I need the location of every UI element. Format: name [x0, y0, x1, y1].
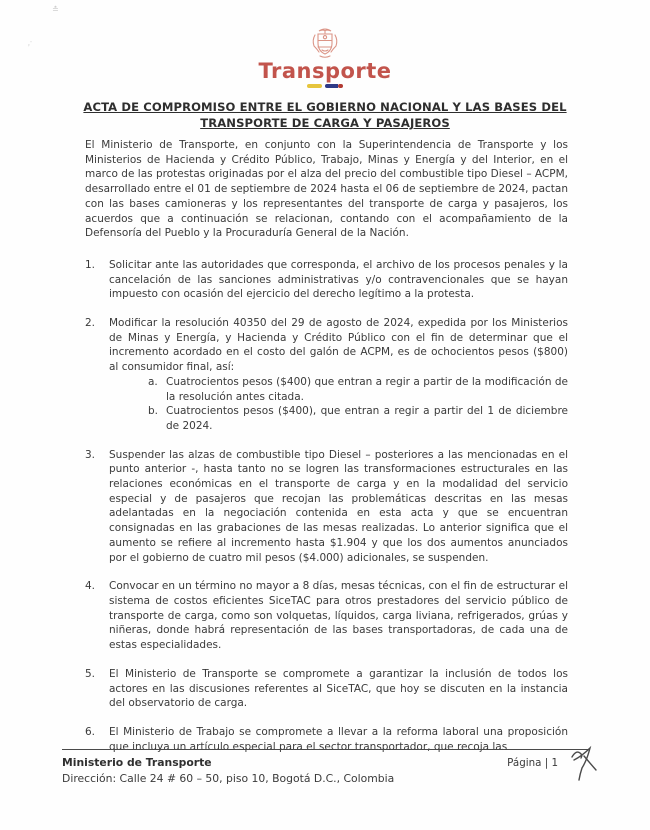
flag-blue-segment — [325, 84, 338, 88]
scan-artifact: ‚· — [26, 37, 34, 49]
flag-underline — [0, 84, 650, 88]
subitem-text: Cuatrocientos pesos ($400) que entran a regir a partir de la modificación de la resolución antes citada. — [166, 375, 568, 403]
item-number: 3. — [85, 448, 96, 461]
page-number: Página | 1 — [507, 757, 558, 769]
flag-yellow-segment — [307, 84, 322, 88]
scan-artifact: ≛ — [52, 5, 59, 14]
item-number: 1. — [85, 258, 96, 271]
flag-red-segment — [338, 84, 343, 88]
footer-org-name: Ministerio de Transporte — [62, 756, 212, 769]
item-number: 6. — [85, 725, 96, 738]
document-title-line1: ACTA DE COMPROMISO ENTRE EL GOBIERNO NACIONAL Y LAS BASES DEL — [83, 100, 567, 114]
item-text: El Ministerio de Transporte se compromete a garantizar la inclusión de todos los actores en las discusiones referentes al SiceTAC, que hoy se discuten en la instancia del observatorio de carga. — [109, 667, 568, 710]
item-number: 5. — [85, 667, 96, 680]
subitem-letter: b. — [148, 405, 159, 418]
list-item-3 — [85, 448, 568, 566]
document-title-line2: TRANSPORTE DE CARGA Y PASAJEROS — [200, 116, 450, 130]
list-item-4 — [85, 579, 568, 653]
footer-divider — [62, 749, 590, 750]
item-number: 4. — [85, 580, 96, 593]
item-text-body: Modificar la resolución 40350 del 29 de agosto de 2024, expedida por los Ministerios de Minas y Energía, y Hacienda y Crédito Público con el fin de determinar que el incremento acordado en el costo del galón de ACPM, es de ochocientos pesos ($800) al consumidor final, así: — [109, 317, 568, 374]
item-number: 2. — [85, 317, 96, 330]
list-item-1 — [85, 258, 568, 302]
handwritten-initial — [560, 754, 590, 766]
document-title — [70, 99, 580, 131]
footer-row — [62, 754, 590, 769]
sublist-item-a — [148, 375, 568, 404]
brand-wordmark: Transporte — [258, 59, 392, 83]
colombia-coat-of-arms-icon — [308, 26, 342, 60]
handwritten-initial-mark — [570, 744, 604, 786]
item-text: Convocar en un término no mayor a 8 días, mesas técnicas, con el fin de estructurar el sistema de costos eficientes SiceTAC para otros prestadores del servicio público de transporte de carga, como son volquetas, líquidos, carga liviana, refrigerados, grúas y niñeras, donde habrá representación de las bases transportadoras, de cada una de estas especialidades. — [109, 580, 568, 652]
item-text — [109, 316, 568, 434]
sublist — [148, 375, 568, 434]
list-item-5 — [85, 667, 568, 711]
document-body — [85, 138, 568, 768]
item-text: Suspender las alzas de combustible tipo Diesel – posteriores a las mencionadas en el punto anterior -, hasta tanto no se logren las transformaciones estructurales en las relaciones económicas en el transporte de carga y en la modalidad del servicio especial y de pasajeros que recojan las problemáticas descritas en las mesas adelantadas en la negociación contenida en esta acta y que se encuentran consignadas en las grabaciones de las mesas realizadas. Lo anterior significa que el aumento se refiere al incremento hasta $1.904 y que los dos aumentos anunciados por el gobierno de cuatro mil pesos ($4.000) adicionales, se suspenden. — [109, 448, 568, 564]
item-text: Solicitar ante las autoridades que corresponda, el archivo de los procesos penales y la cancelación de las sanciones administrativas y/o contravencionales que se hayan impuesto con ocasión del ejercicio del derecho legítimo a la protesta. — [109, 258, 568, 301]
subitem-text: Cuatrocientos pesos ($400), que entran a regir a partir del 1 de diciembre de 2024. — [166, 405, 568, 432]
footer-address: Dirección: Calle 24 # 60 – 50, piso 10, Bogotá D.C., Colombia — [62, 772, 395, 785]
page-footer — [62, 749, 590, 785]
item-text: El Ministerio de Trabajo se compromete a llevar a la reforma laboral una proposición que incluya un artículo especial para el sector transportador, que recoja las — [109, 725, 568, 753]
agreement-list — [85, 258, 568, 754]
subitem-letter: a. — [148, 375, 158, 388]
ministry-logo — [0, 26, 650, 88]
intro-paragraph: El Ministerio de Transporte, en conjunto con la Superintendencia de Transporte y los Ministerios de Hacienda y Crédito Público, Trabajo, Minas y Energía y del Interior, en el marco de las protestas originadas por el alza del precio del combustible tipo Diesel – ACPM, desarrollado entre el 01 de septiembre de 2024 hasta el 06 de septiembre de 2024, pactan con las bases camioneras y los representantes del transporte de carga y pasajeros, los acuerdos que a continuación se relacionan, contando con el acompañamiento de la Defensoría del Pueblo y la Procuraduría General de la Nación. — [85, 139, 568, 240]
sublist-item-b — [148, 404, 568, 433]
list-item-2 — [85, 316, 568, 434]
